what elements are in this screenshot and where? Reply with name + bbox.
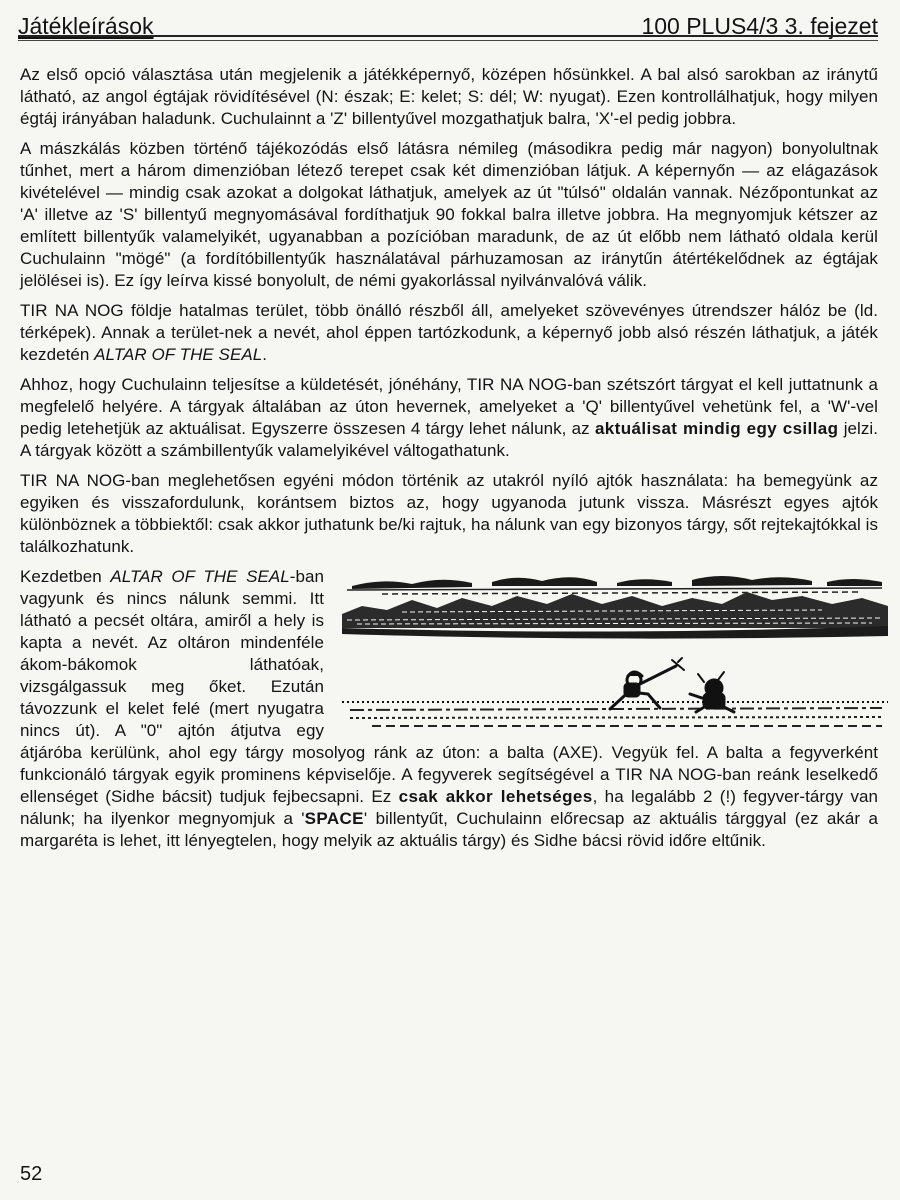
hatch-lines [347, 588, 882, 594]
paragraph-4: Ahhoz, hogy Cuchulainn teljesítse a küldetését, jónéhány, TIR NA NOG-ban szétszórt tárgyat el kell juttatnunk a megfelelő helyére. A tárgyak általában az úton hevernek, amelyeket a 'Q' billentyűvel vehetünk fel, a 'W'-vel pedig letehetjük az aktuálisat. Egyszerre összesen 4 tárgy lehet nálunk, az aktuálisat mindig egy csillag jelzi. A tárgyak között a számbillentyűk valamelyikével váltogathatunk. [20, 375, 878, 460]
horizon-hills [352, 576, 882, 589]
paragraph-2: A mászkálás közben történő tájékozódás első látásra némileg (másodikra pedig már nagyon) bonyolultnak tűnhet, mert a három dimenzióban létező terepet csak két dimenzióban látjuk. A képernyőn — az elágazások kivételével — mindig csak azokat a dolgokat láthatjuk, amelyek az út "túlsó" oldalán vannak. Nézőpontunkat az 'A' illetve az 'S' billentyű megnyomásával fordíthatjuk 90 fokkal balra illetve jobbra. Ha megnyomjuk kétszer az említett billentyűk valamelyikét, ugyanabban a pozícióban maradunk, de az út előbb nem látható oldala kerül Cuchulainn "mögé" (a fordítóbillentyűk használatával párhuzamosan az iránytűn átértékelődnek az égtájak jelölései is). Ez így leírva kissé bonyolult, de némi gyakorlással nyilvánvalóvá válik. [20, 139, 878, 290]
enemy-figure [690, 672, 734, 712]
place-name-2: ALTAR OF THE SEAL [110, 567, 290, 586]
emphasis: aktuálisat mindig egy csillag [594, 419, 839, 438]
page-number: 52 [20, 1163, 43, 1185]
header-rule-thin [18, 40, 878, 41]
game-screenshot-illustration [342, 570, 888, 730]
place-name: ALTAR OF THE SEAL [94, 345, 263, 364]
chapter-label: 100 PLUS4/3 3. fejezet [641, 13, 878, 39]
paragraph-5: TIR NA NOG-ban meglehetősen egyéni módon történik az utakról nyíló ajtók használata: ha bemegyünk az egyiken és visszafordulunk, korántsem biztos az, hogy ugyanoda jutunk vissza. Másrészt egyes ajtók különböznek a többiektől: csak akkor juthatunk be/ki rajtuk, ha nálunk van egy bizonyos tárgy, sőt rejtekajtókkal is találkozhatunk. [20, 471, 878, 556]
paragraph-3: TIR NA NOG földje hatalmas terület, több önálló részből áll, amelyeket szövevényes útrendszer hálóz be (ld. térképek). Annak a terület-nek a nevét, ahol éppen tartózkodunk, a képernyő jobb alsó részén láthatjuk, a játék kezdetén ALTAR OF THE SEAL. [20, 301, 878, 364]
paragraph-6: Kezdetben ALTAR OF THE SEAL-ban vagyunk és nincs nálunk semmi. Itt látható a pecsét oltára, amiről a hely is kapta a nevét. Az oltáron mindenféle ákom-bákomok láthatóak, vizsgálgassuk meg őket. Ezután távozzunk el kelet felé (mert nyugatra nincs út). A "0" ajtón átjutva egy átjáróba kerülünk, ahol egy tárgy mosolyog ránk az úton: a balta (AXE). Vegyük fel. A balta a fegyverként funkcionáló tárgyak egyik prominens képviselője. A fegyverek segítségével a TIR NA NOG-ban reánk leselkedő ellenséget (Sidhe bácsit) tudjuk fejbecsapni. Ez csak akkor lehetséges, ha legalább 2 (!) fegyver-tárgy van nálunk; ha ilyenkor megnyomjuk a 'SPACE' billentyűt, Cuchulainn előrecsap az aktuális tárggyal (ez akár a margaréta is lehet, itt lényegtelen, hogy melyik az aktuális tárgy) és Sidhe bácsi rövid időre eltűnik. [20, 566, 878, 852]
key-space: SPACE [304, 809, 364, 828]
emphasis-2: csak akkor lehetséges [398, 787, 593, 806]
road-lines [350, 708, 882, 726]
header-rule [18, 35, 878, 37]
article-body [20, 64, 878, 860]
paragraph-1: Az első opció választása után megjelenik a játékképernyő, középen hősünkkel. A bal alsó sarokban az iránytű látható, az angol égtájak rövidítésével (N: észak; E: kelet; S: dél; W: nyugat). Ezen kontrollálhatjuk, hogy milyen égtáj irányában haladunk. Cuchulainnt a 'Z' billentyűvel mozgathatjuk balra, 'X'-el pedig jobbra. [20, 65, 878, 128]
section-title: Játékleírások [18, 13, 154, 39]
